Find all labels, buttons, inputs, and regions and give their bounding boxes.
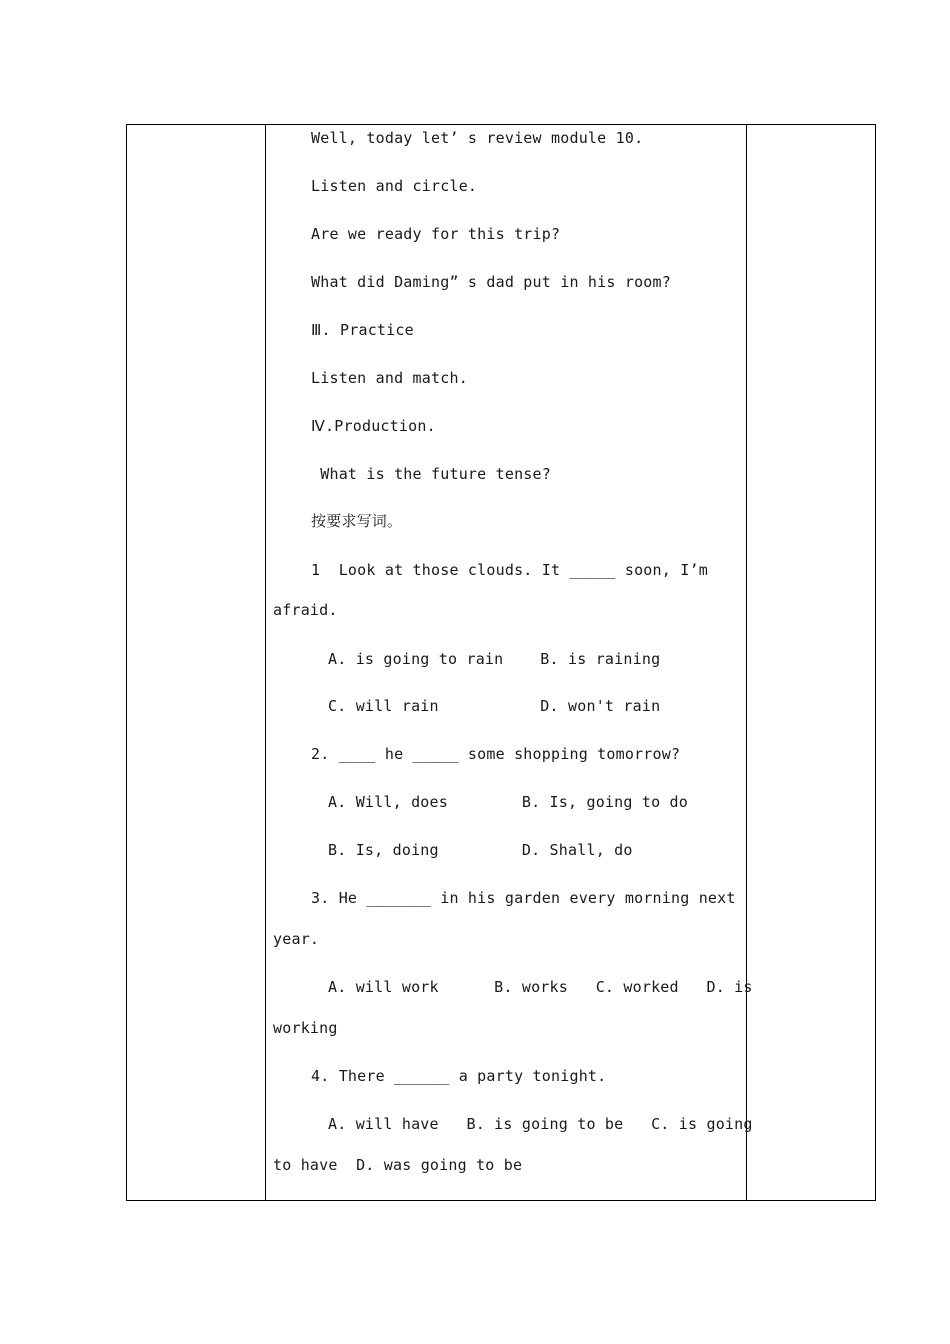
- question-1-line-1: 1 Look at those clouds. It _____ soon, I’m: [311, 561, 708, 579]
- question-2: 2. ____ he _____ some shopping tomorrow?: [311, 745, 681, 763]
- review-intro-line: Well, today let’ s review module 10.: [311, 129, 644, 147]
- question-3-line-2: year.: [273, 930, 320, 948]
- listen-match-line: Listen and match.: [311, 369, 468, 387]
- section-production-heading: Ⅳ.Production.: [311, 417, 436, 435]
- section-practice-heading: Ⅲ. Practice: [311, 321, 414, 339]
- column-divider-right: [746, 125, 747, 1200]
- column-divider-left: [265, 125, 266, 1200]
- trip-question-line: Are we ready for this trip?: [311, 225, 561, 243]
- question-4-options: A. will have B. is going to be C. is going: [328, 1115, 753, 1133]
- question-3-options: A. will work B. works C. worked D. is: [328, 978, 753, 996]
- question-1-options-cd: C. will rain D. won't rain: [328, 697, 661, 715]
- exercise-instruction: 按要求写词。: [311, 512, 403, 530]
- question-3-line-1: 3. He _______ in his garden every morning next: [311, 889, 736, 907]
- question-2-options-cd: B. Is, doing D. Shall, do: [328, 841, 633, 859]
- question-3-options-wrap: working: [273, 1019, 338, 1037]
- question-2-options-ab: A. Will, does B. Is, going to do: [328, 793, 688, 811]
- listen-circle-line: Listen and circle.: [311, 177, 478, 195]
- question-4: 4. There ______ a party tonight.: [311, 1067, 607, 1085]
- question-4-options-wrap: to have D. was going to be: [273, 1156, 523, 1174]
- future-tense-question: What is the future tense?: [311, 465, 551, 483]
- question-1-options-ab: A. is going to rain B. is raining: [328, 650, 661, 668]
- question-1-line-2: afraid.: [273, 601, 338, 619]
- daming-question-line: What did Daming” s dad put in his room?: [311, 273, 671, 291]
